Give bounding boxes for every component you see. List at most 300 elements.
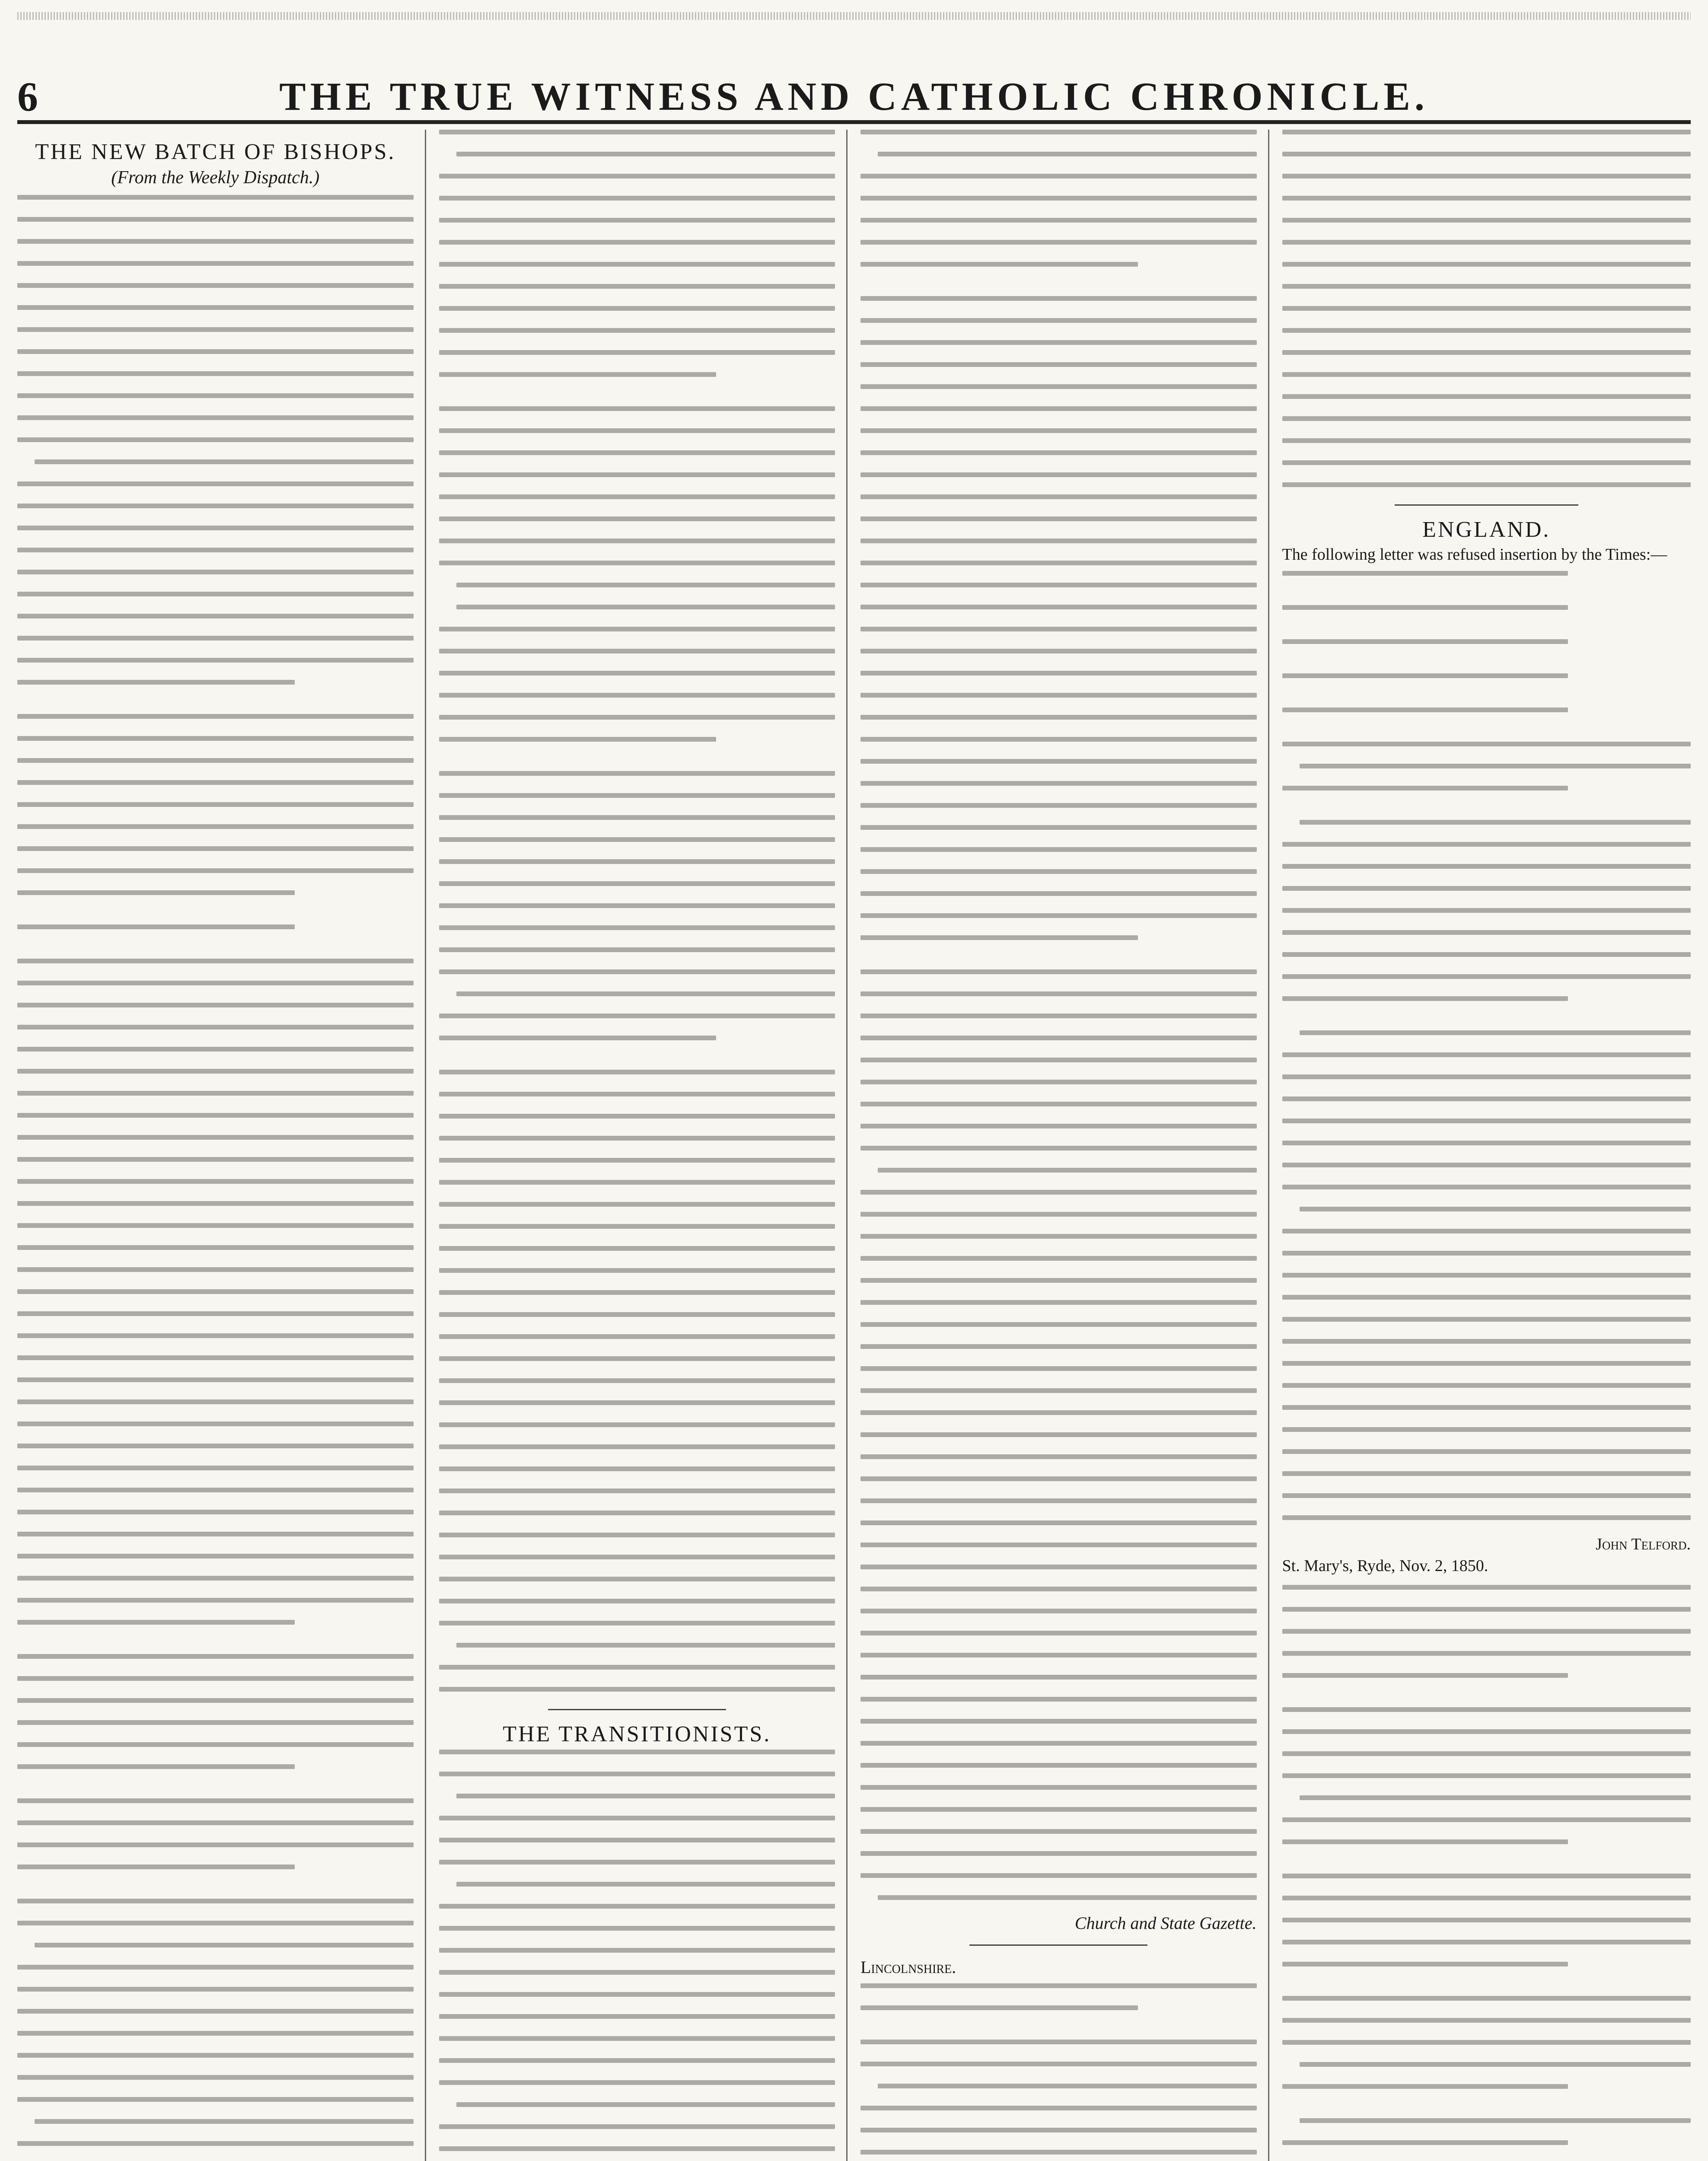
text-line [439, 837, 835, 842]
text-line [860, 891, 1257, 896]
text-line [17, 1157, 414, 1162]
text-line [17, 1654, 414, 1659]
text-line [17, 1798, 414, 1803]
text-line [1282, 1427, 1691, 1432]
text-line [860, 1697, 1257, 1702]
text-line [439, 350, 835, 355]
text-line [439, 715, 835, 720]
text-line [17, 1510, 414, 1514]
text-line [439, 771, 835, 776]
text-line [1282, 673, 1568, 678]
text-line [439, 1577, 835, 1581]
text-line [860, 605, 1257, 609]
text-line [1282, 1096, 1691, 1101]
text-line [860, 1410, 1257, 1415]
text-line [1282, 1251, 1691, 1256]
text-line [439, 1948, 835, 1953]
text-line [439, 1860, 835, 1865]
text-line [439, 328, 835, 333]
text-line [17, 283, 414, 288]
text-line [439, 2124, 835, 2129]
text-line [439, 1466, 835, 1471]
text-line [439, 649, 835, 653]
text-line [860, 1058, 1257, 1062]
text-line [456, 1643, 835, 1648]
text-line [860, 1763, 1257, 1768]
text-line [860, 1146, 1257, 1151]
text-line [439, 969, 835, 974]
text-line [1282, 328, 1691, 333]
text-line [17, 780, 414, 785]
text-line [860, 362, 1257, 367]
text-line [1282, 1141, 1691, 1145]
text-line [456, 583, 835, 587]
text-line [1282, 1585, 1691, 1590]
text-line [860, 340, 1257, 345]
text-line [1282, 1074, 1691, 1079]
text-line [860, 869, 1257, 874]
text-line [1282, 1229, 1691, 1233]
text-line [860, 296, 1257, 301]
text-line [1300, 764, 1691, 768]
text-line [860, 627, 1257, 631]
text-line [439, 1533, 835, 1537]
text-line [17, 1135, 414, 1140]
text-line [860, 196, 1257, 201]
text-line [1282, 842, 1691, 847]
text-line [439, 925, 835, 930]
text-line [439, 1268, 835, 1273]
text-line [439, 693, 835, 698]
text-line [17, 981, 414, 985]
text-line [1282, 1629, 1691, 1634]
text-line [439, 1036, 717, 1040]
text-line [1282, 1773, 1691, 1778]
text-line [860, 472, 1257, 477]
text-line [439, 1092, 835, 1096]
text-line [439, 903, 835, 908]
text-line [860, 174, 1257, 178]
paper-title: THE TRUE WITNESS AND CATHOLIC CHRONICLE. [279, 74, 1429, 118]
text-line [439, 561, 835, 565]
text-line [860, 991, 1257, 996]
text-line [17, 824, 414, 829]
text-line [860, 1543, 1257, 1547]
text-line [17, 736, 414, 741]
text-line [1282, 1052, 1691, 1057]
text-line [860, 935, 1138, 940]
text-line [17, 239, 414, 244]
text-line [17, 1377, 414, 1382]
text-line [439, 671, 835, 676]
text-line [439, 1114, 835, 1119]
text-line [17, 1289, 414, 1294]
text-line [439, 262, 835, 267]
text-line [860, 539, 1257, 543]
text-line [860, 1565, 1257, 1569]
text-line [35, 1943, 414, 1947]
text-line [456, 1794, 835, 1798]
text-line [1282, 1651, 1691, 1656]
text-line [1282, 1119, 1691, 1123]
text-line [17, 481, 414, 486]
text-line [17, 2075, 414, 2080]
divider [1395, 504, 1578, 506]
text-line [439, 1665, 835, 1670]
text-line [1282, 1607, 1691, 1612]
text-line [439, 1816, 835, 1820]
text-line [1282, 2040, 1691, 2045]
text-line [439, 1687, 835, 1692]
text-line [860, 428, 1257, 433]
text-line [439, 881, 835, 886]
text-line [439, 1014, 835, 1018]
text-line [17, 614, 414, 618]
text-line [1282, 930, 1691, 935]
text-line [17, 1620, 295, 1625]
text-line [1282, 482, 1691, 487]
text-line [860, 825, 1257, 830]
top-rule [17, 12, 1691, 20]
article-heading: ENGLAND. [1422, 517, 1551, 542]
text-line [439, 1070, 835, 1074]
text-line [860, 2005, 1138, 2010]
text-line [17, 592, 414, 596]
text-line [1282, 2140, 1568, 2145]
article-source: (From the Weekly Dispatch.) [111, 168, 320, 188]
text-line [35, 459, 414, 464]
text-line [17, 1422, 414, 1426]
text-line [860, 1102, 1257, 1106]
text-line [878, 152, 1257, 156]
text-line [17, 1311, 414, 1316]
text-line [1282, 974, 1691, 979]
text-line [17, 1532, 414, 1536]
text-line [860, 1212, 1257, 1217]
text-line [860, 240, 1257, 245]
text-line [17, 1987, 414, 1992]
article-heading: THE NEW BATCH OF BISHOPS. [35, 140, 396, 164]
text-line [1282, 742, 1691, 746]
text-line [439, 1772, 835, 1776]
text-line [17, 1399, 414, 1404]
text-line [17, 371, 414, 376]
text-line [17, 327, 414, 332]
text-line [439, 240, 835, 245]
text-line [860, 1476, 1257, 1481]
text-line [1282, 1962, 1568, 1967]
text-line [456, 152, 835, 156]
text-line [439, 1422, 835, 1427]
text-line [860, 1124, 1257, 1128]
text-line [1282, 350, 1691, 355]
text-line [860, 1036, 1257, 1040]
text-line [860, 1851, 1257, 1856]
text-line [17, 1820, 414, 1825]
text-line [1282, 1996, 1691, 2001]
text-line [439, 1750, 835, 1754]
text-line [17, 1488, 414, 1492]
text-line [1282, 708, 1568, 712]
text-line [1300, 1795, 1691, 1800]
text-line [878, 1168, 1257, 1173]
text-line [456, 2102, 835, 2107]
text-line [17, 570, 414, 574]
text-line [17, 504, 414, 508]
text-line [1282, 1896, 1691, 1900]
text-line [1300, 2062, 1691, 2067]
text-line [1300, 1030, 1691, 1035]
text-line [860, 2062, 1257, 2066]
text-line [1282, 306, 1691, 311]
article-credit: Church and State Gazette. [1074, 1913, 1257, 1933]
text-line [860, 2128, 1257, 2132]
text-line [439, 2146, 835, 2151]
text-line [439, 627, 835, 631]
text-line [439, 1202, 835, 1207]
text-line [878, 2084, 1257, 2088]
text-line [439, 472, 835, 477]
text-line [860, 1080, 1257, 1084]
text-line [1282, 639, 1568, 644]
text-line [439, 284, 835, 289]
text-line [17, 1245, 414, 1250]
text-line [17, 1201, 414, 1206]
text-line [439, 2080, 835, 2085]
column-3 [860, 130, 1269, 2161]
text-line [439, 539, 835, 543]
body-text [1282, 1585, 1691, 2161]
text-line [1282, 218, 1691, 223]
text-line [860, 1234, 1257, 1239]
text-line [1282, 1405, 1691, 1410]
text-line [17, 1444, 414, 1448]
text-line [860, 1322, 1257, 1327]
text-line [860, 1388, 1257, 1393]
text-line [860, 1014, 1257, 1018]
text-line [17, 924, 295, 929]
text-line [860, 583, 1257, 587]
text-line [17, 2031, 414, 2036]
text-line [1282, 394, 1691, 399]
text-line [1282, 1874, 1691, 1878]
article-intro: The following letter was refused insertion by the Times:— [1282, 545, 1667, 564]
text-line [1282, 2084, 1568, 2089]
text-line [860, 2106, 1257, 2110]
text-line [860, 1498, 1257, 1503]
text-line [1282, 1449, 1691, 1454]
text-line [17, 548, 414, 552]
text-line [1282, 571, 1568, 576]
text-line [1282, 416, 1691, 421]
text-line [17, 1091, 414, 1096]
text-line [1282, 372, 1691, 377]
text-line [1300, 2118, 1691, 2123]
body-text [1282, 130, 1691, 487]
text-line [860, 516, 1257, 521]
text-line [1282, 908, 1691, 913]
text-line [860, 262, 1138, 267]
text-line [860, 2040, 1257, 2044]
column-1 [17, 130, 426, 2161]
text-line [17, 1676, 414, 1681]
text-line [860, 561, 1257, 565]
text-line [1282, 2018, 1691, 2023]
text-line [439, 1158, 835, 1163]
text-line [860, 1653, 1257, 1657]
text-line [860, 318, 1257, 323]
text-line [439, 130, 835, 134]
text-line [17, 1113, 414, 1118]
text-line [17, 261, 414, 266]
text-line [860, 1675, 1257, 1680]
text-line [860, 1520, 1257, 1525]
body-text [860, 130, 1257, 1900]
text-line [1282, 786, 1568, 790]
text-line [1282, 952, 1691, 957]
text-line [1282, 1515, 1691, 1520]
text-line [17, 305, 414, 310]
text-line [17, 1742, 414, 1747]
text-line [439, 1621, 835, 1626]
text-line [17, 1003, 414, 1007]
text-line [1282, 1940, 1691, 1944]
text-line [1282, 996, 1568, 1001]
text-line [860, 1829, 1257, 1834]
section-label: Lincolnshire. [860, 1957, 956, 1977]
text-line [17, 2009, 414, 2014]
text-line [17, 2097, 414, 2102]
text-line [456, 605, 835, 609]
page-number: 6 [17, 73, 38, 120]
text-line [439, 1334, 835, 1339]
text-line [439, 1246, 835, 1251]
text-line [439, 1926, 835, 1931]
text-line [439, 1511, 835, 1515]
text-line [439, 947, 835, 952]
text-line [860, 1300, 1257, 1305]
text-line [860, 130, 1257, 134]
article-heading: THE TRANSITIONISTS. [503, 1722, 771, 1747]
text-line [860, 494, 1257, 499]
text-line [17, 1698, 414, 1703]
text-line [1282, 438, 1691, 443]
text-line [17, 680, 295, 685]
text-line [1282, 1383, 1691, 1388]
text-line [860, 1278, 1257, 1283]
text-line [17, 890, 295, 895]
text-line [1282, 605, 1568, 610]
body-text [1282, 571, 1691, 1520]
text-line [439, 1488, 835, 1493]
text-line [1282, 174, 1691, 178]
text-line [1282, 152, 1691, 156]
text-line [17, 1267, 414, 1272]
text-line [1282, 1729, 1691, 1734]
text-line [17, 349, 414, 354]
text-line [17, 1576, 414, 1581]
text-line [439, 174, 835, 178]
text-line [1282, 1339, 1691, 1344]
text-line [439, 406, 835, 411]
text-line [439, 815, 835, 820]
text-line [17, 2141, 414, 2146]
body-text [860, 1983, 1257, 2161]
body-text [439, 130, 835, 1692]
text-line [1282, 130, 1691, 134]
text-line [1282, 1361, 1691, 1366]
text-line [1282, 262, 1691, 267]
text-line [17, 526, 414, 530]
text-line [17, 714, 414, 719]
text-line [860, 1631, 1257, 1635]
dateline: St. Mary's, Ryde, Nov. 2, 1850. [1282, 1557, 1488, 1575]
text-line [35, 2119, 414, 2124]
text-line [17, 636, 414, 641]
text-line [860, 2150, 1257, 2155]
text-line [860, 649, 1257, 653]
column-4 [1282, 130, 1691, 2161]
text-line [439, 306, 835, 311]
text-line [439, 793, 835, 798]
text-line [439, 450, 835, 455]
text-line [17, 1921, 414, 1925]
text-line [1282, 1295, 1691, 1300]
body-text [439, 1750, 835, 2161]
text-line [860, 1344, 1257, 1349]
column-2 [439, 130, 848, 2161]
text-line [860, 1256, 1257, 1261]
text-line [860, 1983, 1257, 1988]
text-line [17, 217, 414, 222]
text-line [860, 1873, 1257, 1878]
text-line [1282, 240, 1691, 245]
text-line [1282, 1273, 1691, 1278]
text-line [860, 969, 1257, 974]
text-line [17, 1865, 295, 1869]
text-line [860, 1366, 1257, 1371]
text-line [439, 2014, 835, 2019]
divider [548, 1709, 726, 1710]
text-line [439, 859, 835, 864]
text-line [17, 959, 414, 963]
text-line [456, 991, 835, 996]
text-line [439, 1599, 835, 1603]
text-line [860, 1719, 1257, 1724]
text-line [439, 1290, 835, 1295]
text-line [439, 1555, 835, 1559]
text-line [17, 437, 414, 442]
text-line [439, 1378, 835, 1383]
text-line [1300, 820, 1691, 825]
text-line [860, 1454, 1257, 1459]
text-line [17, 758, 414, 763]
text-line [456, 1882, 835, 1887]
text-line [860, 1587, 1257, 1591]
text-line [1282, 1707, 1691, 1712]
text-line [439, 372, 717, 377]
text-line [860, 847, 1257, 852]
text-line [17, 1598, 414, 1603]
text-line [439, 2058, 835, 2063]
text-line [439, 1400, 835, 1405]
text-line [1282, 1673, 1568, 1678]
text-line [860, 406, 1257, 411]
text-line [439, 428, 835, 433]
text-line [17, 846, 414, 851]
text-line [1282, 864, 1691, 869]
text-line [439, 1356, 835, 1361]
